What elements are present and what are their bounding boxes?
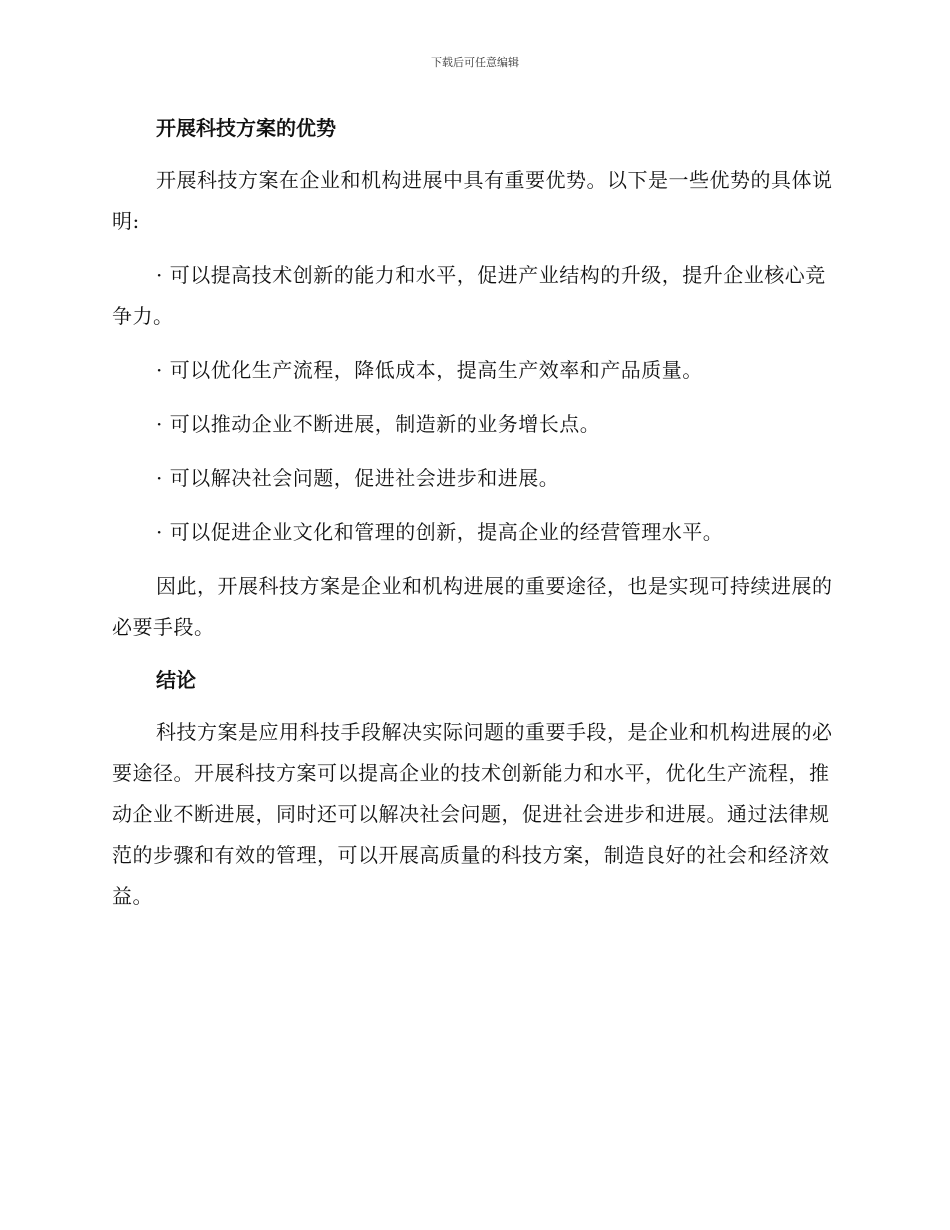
bullet-item-production: · 可以优化生产流程，降低成本，提高生产效率和产品质量。: [156, 358, 703, 382]
bullet-item-social: · 可以解决社会问题，促进社会进步和进展。: [156, 466, 560, 490]
document-body: [112, 110, 834, 917]
bullet-item-innovation: · 可以提高技术创新的能力和水平，促进产业结构的升级，提升企业核心竞争力。: [112, 263, 826, 328]
page-header: 下载后可任意编辑: [431, 56, 519, 69]
paragraph-summary: 因此，开展科技方案是企业和机构进展的重要途径，也是实现可持续进展的必要手段。: [112, 574, 833, 639]
bullet-item-growth: · 可以推动企业不断进展，制造新的业务增长点。: [156, 412, 601, 436]
paragraph-conclusion: 科技方案是应用科技手段解决实际问题的重要手段，是企业和机构进展的必要途径。开展科技方案可以提高企业的技术创新能力和水平，优化生产流程，推动企业不断进展，同时还可以解决社会问题，促进社会进步和进展。通过法律规范的步骤和有效的管理，可以开展高质量的科技方案，制造良好的社会和经济效益。: [112, 720, 833, 908]
paragraph-intro: 开展科技方案在企业和机构进展中具有重要优势。以下是一些优势的具体说明:: [112, 168, 833, 233]
section-heading-conclusion: 结论: [156, 668, 196, 692]
bullet-item-culture: · 可以促进企业文化和管理的创新，提高企业的经营管理水平。: [156, 520, 724, 544]
section-heading-advantages: 开展科技方案的优势: [156, 116, 336, 140]
